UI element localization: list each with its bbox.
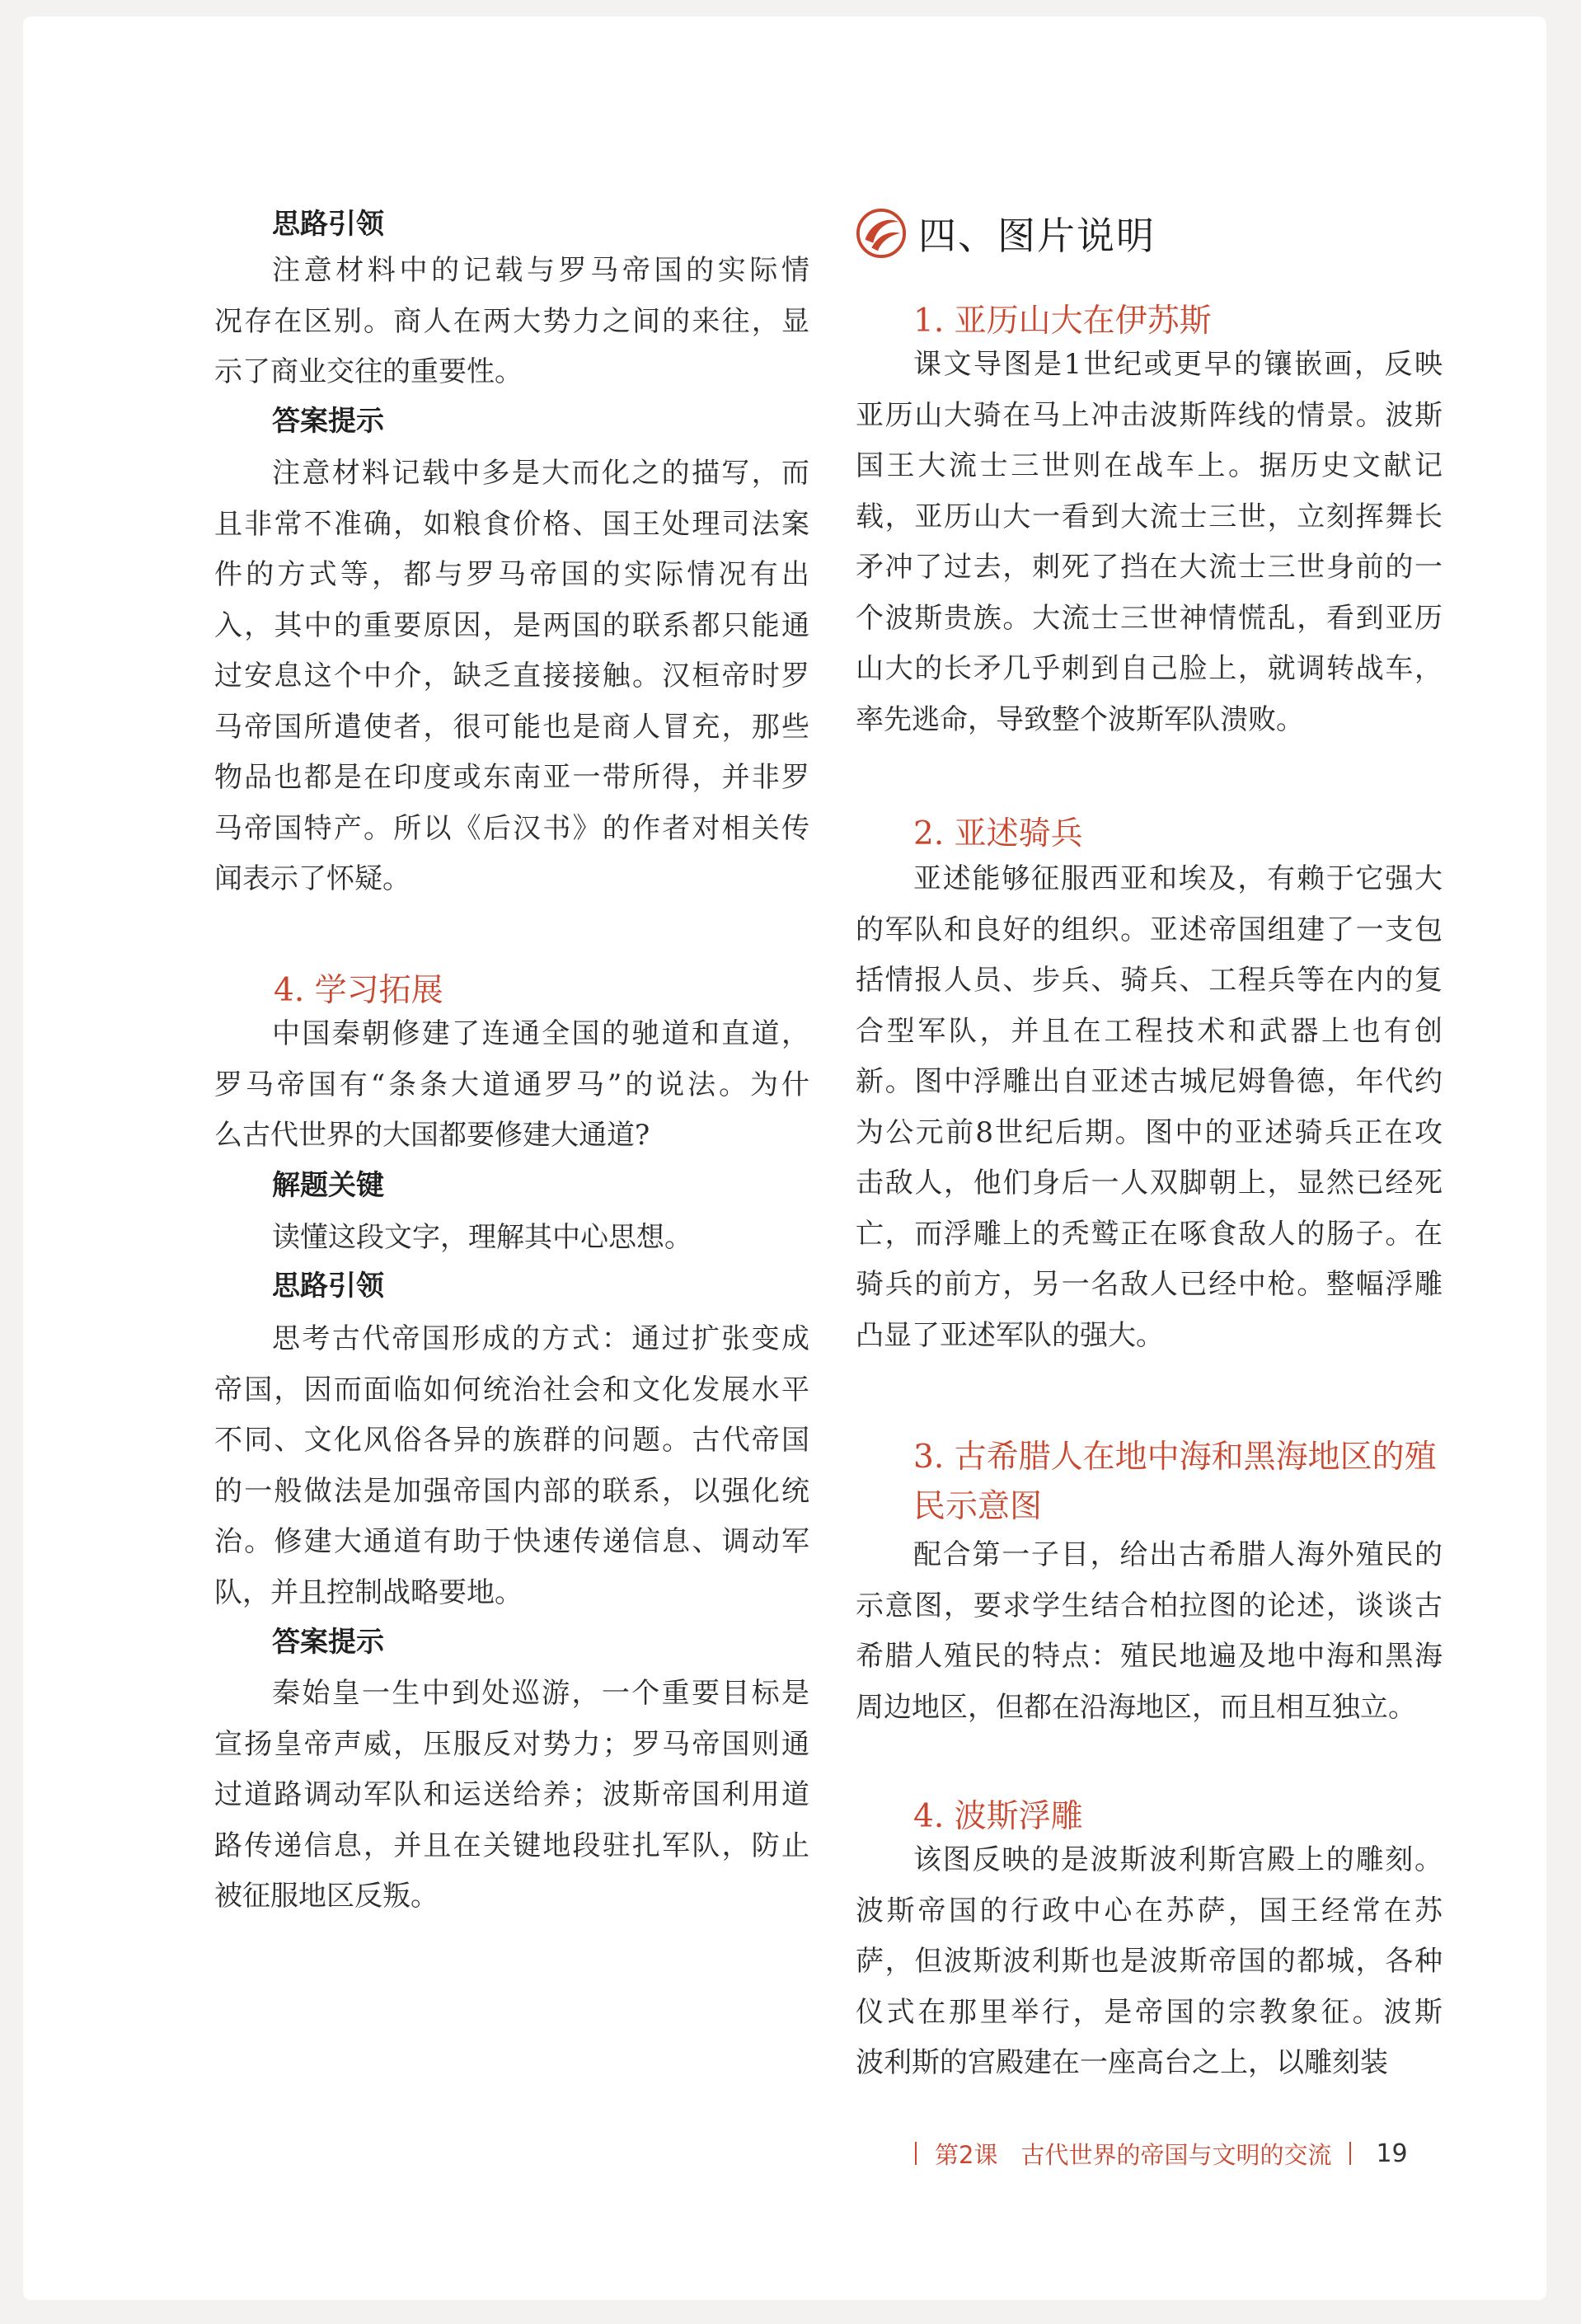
text-line: 波利斯的宫殿建在一座高台之上，以雕刻装 [856,2046,1388,2079]
text-line: 么古代世界的大国都要修建大通道? [214,1119,650,1152]
text-line: 周边地区，但都在沿海地区，而且相互独立。 [856,1690,1416,1724]
text-line: 仪式在那里举行，是帝国的宗教象征。波斯 [856,1995,1443,2029]
text-line: 亚述能够征服西亚和埃及，有赖于它强大 [913,862,1443,895]
text-line: 凸显了亚述军队的强大。 [856,1318,1164,1352]
para-silu-2 [214,1314,809,1618]
text-line: 载，亚历山大一看到大流士三世，立刻挥舞长 [856,500,1443,533]
swirl-icon [856,208,907,259]
text-line: 过道路调动军队和运送给养；波斯帝国利用道 [214,1778,809,1811]
text-line: 亡，而浮雕上的秃鹫正在啄食敌人的肠子。在 [856,1217,1443,1251]
text-line: 矛冲了过去，刺死了挡在大流士三世身前的一 [856,551,1443,584]
text-line: 骑兵的前方，另一名敌人已经中枪。整幅浮雕 [856,1268,1443,1301]
page-footer [915,2135,1408,2171]
part-header [856,204,1156,262]
text-line: 括情报人员、步兵、骑兵、工程兵等在内的复 [856,964,1443,997]
footer-divider [1349,2142,1351,2165]
text-line: 击敌人，他们身后一人双脚朝上，显然已经死 [856,1167,1443,1200]
text-line: 不同、文化风俗各异的族群的问题。古代帝国 [214,1424,809,1457]
text-line: 物品也都是在印度或东南亚一带所得，并非罗 [214,761,809,794]
text-line: 读懂这段文字，理解其中心思想。 [272,1221,692,1254]
text-line: 宣扬皇帝声威，压服反对势力；罗马帝国则通 [214,1727,809,1761]
para-silu-1 [214,246,809,398]
section-title-alexander-issus: 1. 亚历山大在伊苏斯 [913,303,1212,340]
label-silu-1: 思路引领 [272,208,384,241]
text-line: 的军队和良好的组织。亚述帝国组建了一支包 [856,913,1443,946]
text-line: 希腊人殖民的特点：殖民地遍及地中海和黑海 [856,1640,1443,1673]
section-title-greek-colonies: 3. 古希腊人在地中海和黑海地区的殖民示意图 [913,1439,1437,1525]
page [23,16,1546,2300]
text-line: 中国秦朝修建了连通全国的驰道和直道， [272,1017,809,1050]
text-line: 况存在区别。商人在两大势力之间的来往，显 [214,304,809,338]
text-line: 课文导图是1世纪或更早的镶嵌画，反映 [913,348,1443,381]
text-line: 件的方式等，都与罗马帝国的实际情况有出 [214,558,809,591]
part-title: 四、图片说明 [918,214,1156,258]
section-title-persian-relief: 4. 波斯浮雕 [913,1798,1083,1835]
text-line: 马帝国所遣使者，很可能也是商人冒充，那些 [214,710,809,744]
section-title-assyrian-cavalry: 2. 亚述骑兵 [913,815,1083,852]
text-line: 思考古代帝国形成的方式：通过扩张变成 [272,1322,809,1355]
text-line: 萨，但波斯波利斯也是波斯帝国的都城，各种 [856,1945,1443,1978]
text-line: 注意材料记载中多是大而化之的描写，而 [272,457,809,490]
label-daan-2: 答案提示 [272,1626,384,1659]
text-line: 示了商业交往的重要性。 [214,355,523,388]
text-line: 新。图中浮雕出自亚述古城尼姆鲁德，年代约 [856,1065,1443,1098]
para-greek-colonies [856,1530,1443,1733]
text-line: 国王大流士三世则在战车上。据历史文献记 [856,449,1443,482]
para-daan-1 [214,448,809,905]
label-daan-1: 答案提示 [272,405,384,438]
page-number: 19 [1376,2139,1408,2168]
section-title-xuexi-tuozhan: 4. 学习拓展 [274,972,443,1009]
text-line: 亚历山大骑在马上冲击波斯阵线的情景。波斯 [856,398,1443,432]
label-silu-2: 思路引领 [272,1270,384,1303]
footer-divider [915,2142,917,2165]
footer-lesson-title: 古代世界的帝国与文明的交流 [1020,2140,1332,2169]
para-assyrian-cavalry [856,854,1443,1361]
para-xuexi-tuozhan [214,1009,809,1162]
text-line: 山大的长矛几乎刺到自己脸上，就调转战车， [856,652,1443,685]
text-line: 秦始皇一生中到处巡游，一个重要目标是 [272,1677,809,1710]
text-line: 且非常不准确，如粮食价格、国王处理司法案 [214,507,809,541]
para-alexander-issus [856,340,1443,745]
para-persian-relief [856,1835,1443,2089]
text-line: 过安息这个中介，缺乏直接接触。汉桓帝时罗 [214,660,809,693]
text-line: 示意图，要求学生结合柏拉图的论述，谈谈古 [856,1589,1443,1622]
text-line: 的一般做法是加强帝国内部的联系，以强化统 [214,1474,809,1508]
text-line: 波斯帝国的行政中心在苏萨，国王经常在苏 [856,1894,1443,1927]
text-line: 队，并且控制战略要地。 [214,1575,523,1609]
text-line: 为公元前8世纪后期。图中的亚述骑兵正在攻 [856,1115,1443,1149]
text-line: 罗马帝国有“条条大道通罗马”的说法。为什 [214,1068,809,1101]
text-line: 入，其中的重要原因，是两国的联系都只能通 [214,608,809,642]
footer-lesson: 第2课 [935,2140,998,2169]
text-line: 配合第一子目，给出古希腊人海外殖民的 [913,1538,1443,1571]
text-line: 该图反映的是波斯波利斯宫殿上的雕刻。 [913,1843,1443,1876]
text-line: 个波斯贵族。大流士三世神情慌乱，看到亚历 [856,601,1443,635]
text-line: 注意材料中的记载与罗马帝国的实际情 [272,254,809,287]
para-jieti-guanjian [214,1213,809,1264]
para-daan-2 [214,1669,809,1923]
text-line: 闻表示了怀疑。 [214,862,410,895]
text-line: 率先逃命，导致整个波斯军队溃败。 [856,702,1304,736]
text-line: 治。修建大通道有助于快速传递信息、调动军 [214,1525,809,1558]
text-line: 帝国，因而面临如何统治社会和文化发展水平 [214,1373,809,1406]
text-line: 被征服地区反叛。 [214,1880,439,1913]
text-line: 合型军队，并且在工程技术和武器上也有创 [856,1014,1443,1048]
label-jieti-guanjian: 解题关键 [272,1169,384,1202]
text-line: 路传递信息，并且在关键地段驻扎军队，防止 [214,1829,809,1862]
text-line: 马帝国特产。所以《后汉书》的作者对相关传 [214,811,809,845]
